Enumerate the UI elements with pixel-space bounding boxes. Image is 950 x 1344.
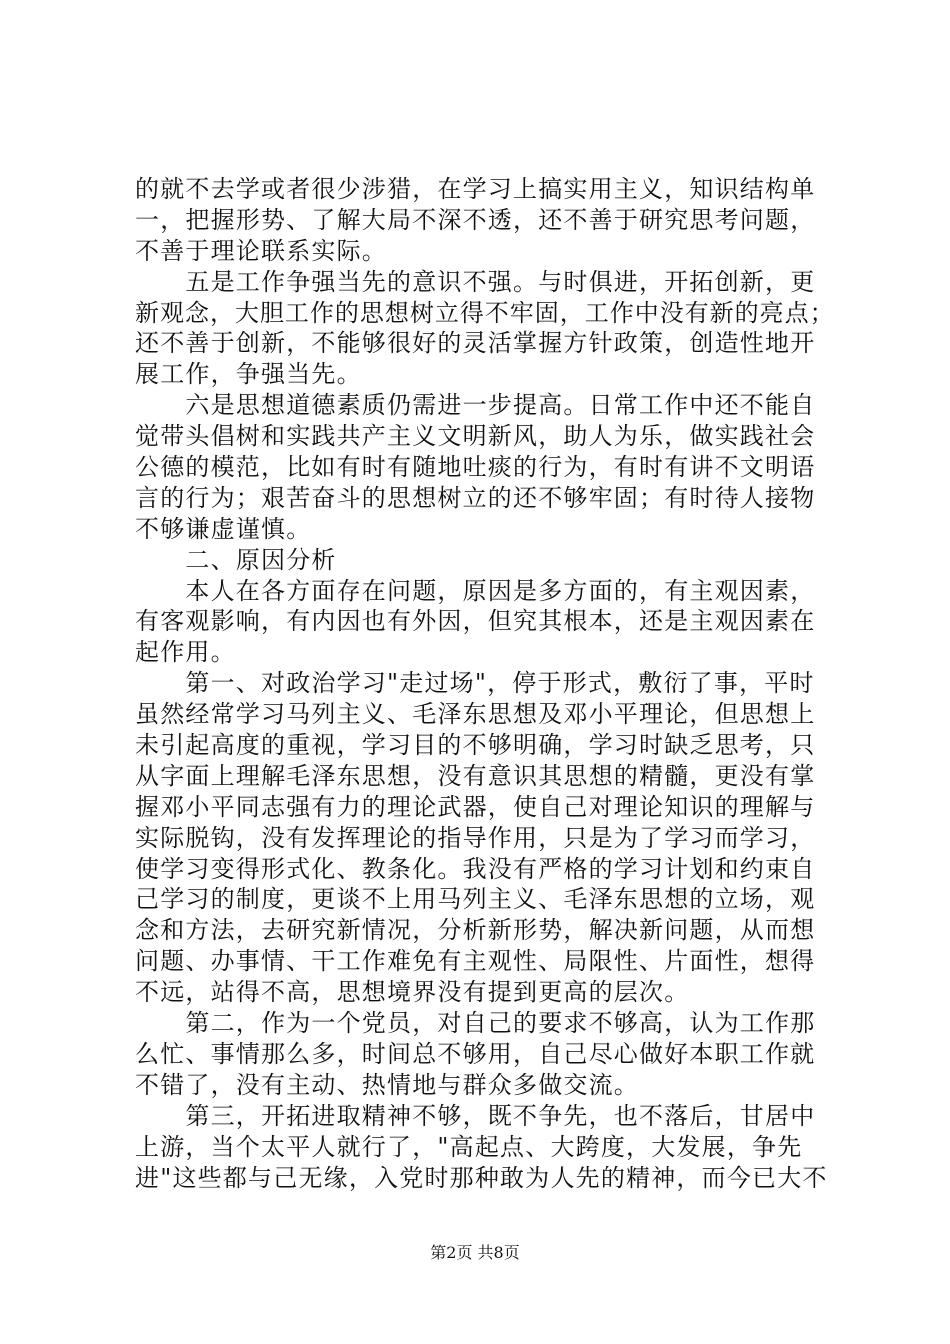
text-line: 有客观影响，有内因也有外因，但究其根本，还是主观因素在 [135, 607, 816, 636]
text-line: 么忙、事情那么多，时间总不够用，自己尽心做好本职工作就 [135, 1039, 816, 1068]
text-line: 己学习的制度，更谈不上用马列主义、毛泽东思想的立场，观 [135, 885, 816, 914]
text-line: 一，把握形势、了解大局不深不透，还不善于研究思考问题， [135, 205, 816, 234]
text-line: 展工作，争强当先。 [135, 360, 362, 389]
text-line: 第三，开拓进取精神不够，既不争先，也不落后，甘居中 [135, 1101, 816, 1130]
text-line: 六是思想道德素质仍需进一步提高。日常工作中还不能自 [135, 391, 816, 420]
text-line: 实际脱钩，没有发挥理论的指导作用，只是为了学习而学习， [135, 823, 816, 852]
text-line: 第二，作为一个党员，对自己的要求不够高，认为工作那 [135, 1009, 816, 1038]
text-line: 进"这些都与己无缘，入党时那种敢为人先的精神，而今已大不 [135, 1163, 828, 1192]
text-line: 未引起高度的重视，学习目的不够明确，学习时缺乏思考，只 [135, 731, 816, 760]
text-line: 觉带头倡树和实践共产主义文明新风，助人为乐，做实践社会 [135, 422, 816, 451]
text-line: 言的行为；艰苦奋斗的思想树立的还不够牢固；有时待人接物 [135, 483, 816, 512]
text-line: 念和方法，去研究新情况，分析新形势，解决新问题，从而想 [135, 916, 816, 945]
page-number-footer: 第2页 共8页 [430, 1243, 520, 1262]
text-line: 第一、对政治学习"走过场"，停于形式，敷衍了事，平时 [135, 669, 815, 698]
text-line: 五是工作争强当先的意识不强。与时俱进，开拓创新，更 [135, 267, 816, 296]
text-line: 握邓小平同志强有力的理论武器，使自己对理论知识的理解与 [135, 792, 816, 821]
text-line: 不善于理论联系实际。 [135, 236, 387, 265]
text-line: 公德的模范，比如有时有随地吐痰的行为，有时有讲不文明语 [135, 453, 816, 482]
text-line: 使学习变得形式化、教条化。我没有严格的学习计划和约束自 [135, 854, 816, 883]
text-line: 本人在各方面存在问题，原因是多方面的，有主观因素， [135, 576, 816, 605]
text-line: 不够谦虚谨慎。 [135, 514, 312, 543]
text-line: 上游，当个太平人就行了，"高起点、大跨度，大发展，争先 [135, 1132, 803, 1161]
text-line: 不错了，没有主动、热情地与群众多做交流。 [135, 1070, 639, 1099]
text-line: 虽然经常学习马列主义、毛泽东思想及邓小平理论，但思想上 [135, 700, 816, 729]
text-line: 不远，站得不高，思想境界没有提到更高的层次。 [135, 978, 690, 1007]
text-line: 从字面上理解毛泽东思想，没有意识其思想的精髓，更没有掌 [135, 761, 816, 790]
text-line: 起作用。 [135, 638, 236, 667]
text-line: 的就不去学或者很少涉猎，在学习上搞实用主义，知识结构单 [135, 175, 816, 203]
text-line: 问题、办事情、干工作难免有主观性、局限性、片面性，想得 [135, 947, 816, 976]
document-body [135, 174, 835, 1193]
section-heading: 二、原因分析 [135, 545, 337, 574]
text-line: 新观念，大胆工作的思想树立得不牢固，工作中没有新的亮点； [135, 298, 835, 327]
text-line: 还不善于创新，不能够很好的灵活掌握方针政策，创造性地开 [135, 329, 816, 358]
body-text [135, 174, 835, 1193]
